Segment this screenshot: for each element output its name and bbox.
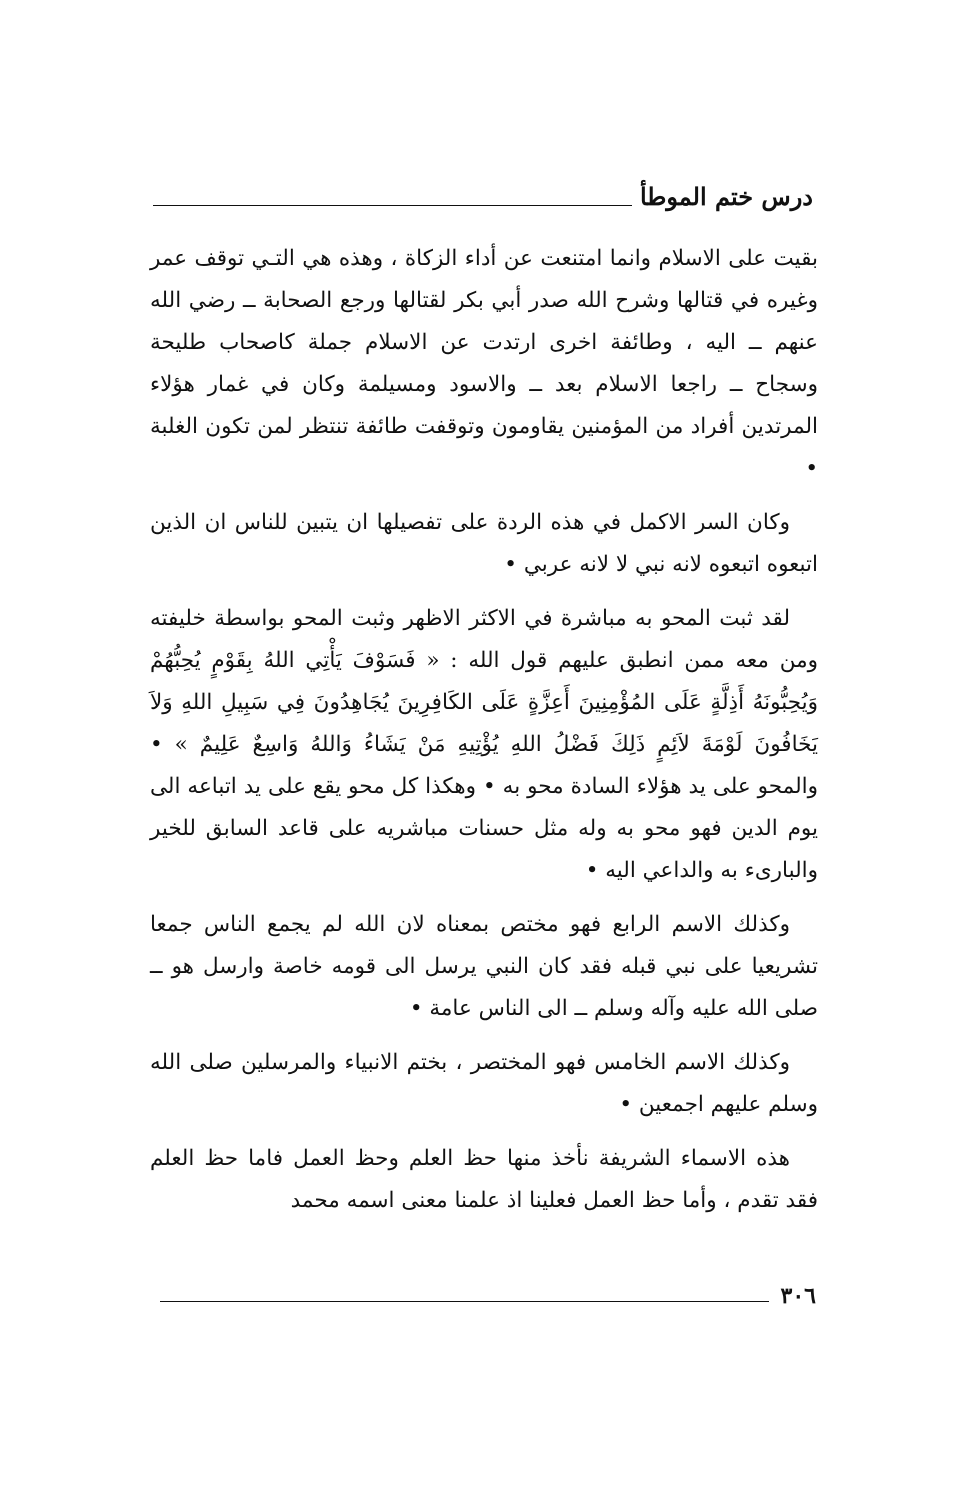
footer-rule (160, 1301, 769, 1302)
paragraph: وكذلك الاسم الرابع فهو مختص بمعناه لان الله لم يجمع الناس جمعا تشريعيا على نبي قبله فقد كان النبي يرسل الى قومه خاصة وارسل هو ــ صلى الله عليه وآله وسلم ــ الى الناس عامة • (150, 912, 818, 1021)
header-rule (153, 205, 632, 206)
running-header (153, 178, 813, 212)
paragraph: وكذلك الاسم الخامس فهو المختصر ، بختم الانبياء والمرسلين صلى الله وسلم عليهم اجمعين • (150, 1050, 818, 1117)
running-header-title: درس ختم الموطأ (639, 182, 813, 211)
page-footer (160, 1280, 816, 1310)
paragraph: بقيت على الاسلام وانما امتنعت عن أداء الزكاة ، وهذه هي التـي توقف عمر وغيره في قتالها وشرح الله صدر أبي بكر لقتالها ورجع الصحابة ــ رضي الله عنهم ــ اليه ، وطائفة اخرى ارتدت عن الاسلام جملة كاصحاب طليحة وسجاح ــ راجعا الاسلام بعد ــ والاسود ومسيلمة وكان في غمار هؤلاء المرتدين أفراد من المؤمنين يقاومون وتوقفت طائفة تنتظر لمن تكون الغلبة • (150, 246, 818, 481)
page-number: ٣٠٦ (780, 1283, 816, 1309)
paragraph: وكان السر الاكمل في هذه الردة على تفصيلها ان يتبين للناس ان الذين اتبعوه اتبعوه لانه نبي لا لانه عربي • (150, 510, 818, 577)
paragraph: هذه الاسماء الشريفة نأخذ منها حظ العلم وحظ العمل فاما حظ العلم فقد تقدم ، وأما حظ العمل فعلينا اذ علمنا معنى اسمه محمد (150, 1146, 818, 1213)
body-text (150, 238, 818, 1234)
paragraph: لقد ثبت المحو به مباشرة في الاكثر الاظهر وثبت المحو بواسطة خليفته ومن معه ممن انطبق عليهم قول الله : « فَسَوْفَ يَأْتِي اللهُ بِقَوْمٍ يُحِبُّهُمْ وَيُحِبُّونَهُ أَذِلَّةٍ عَلَى المُؤْمِنِينَ أَعِزَّةٍ عَلَى الكَافِرِينَ يُجَاهِدُونَ فِي سَبِيلِ اللهِ وَلاَ يَخَافُونَ لَوْمَةَ لاَئِمٍ ذَلِكَ فَضْلُ اللهِ يُؤْتِيهِ مَنْ يَشَاءُ وَاللهُ وَاسِعٌ عَلِيمٌ » • والمحو على يد هؤلاء السادة محو به • وهكذا كل محو يقع على يد اتباعه الى يوم الدين فهو محو به وله مثل حسنات مباشريه على قاعد السابق للخير والبارىء به والداعي اليه • (150, 606, 818, 883)
